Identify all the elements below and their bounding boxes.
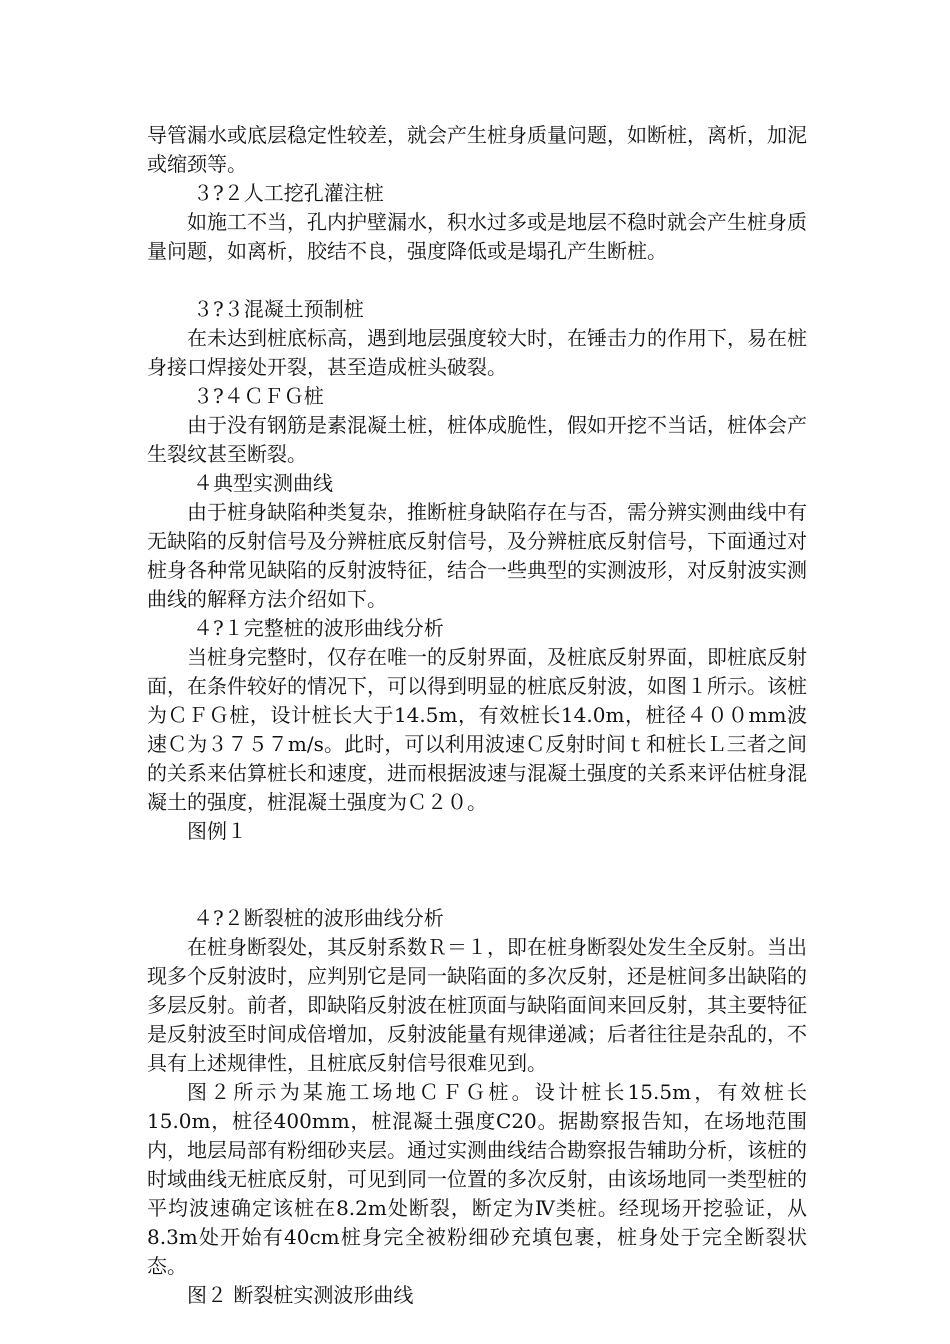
paragraph-broken-pile: 在桩身断裂处，其反射系数Ｒ＝１，即在桩身断裂处发生全反射。当出现多个反射波时，应判别它是同一缺陷面的多次反射，还是桩间多出缺陷的多层反射。前者，即缺陷反射波在桩顶面与缺陷面间来回反射，其主要特征是反射波至时间成倍增加，反射波能量有规律递减；后者往往是杂乱的，不具有上述规律性，且桩底反射信号很难见到。 [147, 935, 807, 1075]
figure-1-space [147, 846, 807, 904]
figure-1-caption: 图例１ [187, 819, 247, 843]
paragraph-intact-pile: 当桩身完整时，仅存在唯一的反射界面，及桩底反射界面，即桩底反射面，在条件较好的情况下，可以得到明显的桩底反射波，如图１所示。该桩为ＣＦＧ桩，设计桩长大于14.5m，有效桩长14.0m，桩径４００mm波速Ｃ为３７５７m/s。此时，可以利用波速Ｃ反射时间ｔ和桩长Ｌ三者之间的关系来估算桩长和速度，进而根据波速与混凝土强度的关系来评估桩身混凝土的强度，桩混凝土强度为Ｃ２０。 [147, 645, 807, 814]
paragraph-manual-bored-pile: 如施工不当，孔内护壁漏水，积水过多或是地层不稳时就会产生桩身质量问题，如离析，胶结不良，强度降低或是塌孔产生断桩。 [147, 210, 807, 263]
paragraph-typical-curves: 由于桩身缺陷种类复杂，推断桩身缺陷存在与否，需分辨实测曲线中有无缺陷的反射信号及分辨桩底反射信号，及分辨桩底反射信号，下面通过对桩身各种常见缺陷的反射波特征，结合一些典型的实测波形，对反射波实测曲线的解释方法介绍如下。 [147, 500, 807, 611]
paragraph-continuation: 导管漏水或底层稳定性较差，就会产生桩身质量问题，如断桩，离析，加泥或缩颈等。 [147, 123, 807, 176]
paragraph-cfg-pile: 由于没有钢筋是素混凝土桩，桩体成脆性，假如开挖不当话，桩体会产生裂纹甚至断裂。 [147, 413, 807, 466]
paragraph-figure-2-description: 图２所示为某施工场地ＣＦＧ桩。设计桩长15.5m，有效桩长15.0m，桩径400mm，桩混凝土强度C20。据勘察报告知，在场地范围内，地层局部有粉细砂夹层。通过实测曲线结合勘察报告辅助分析，该桩的时域曲线无桩底反射，可见到同一位置的多次反射，由该场地同一类型桩的平均波速确定该桩在8.2m处断裂，断定为Ⅳ类桩。经现场开挖验证，从8.3m处开始有40cm桩身完全被粉细砂充填包裹，桩身处于完全断裂状态。 [147, 1080, 807, 1278]
heading-4-2: ４?２断裂桩的波形曲线分析 [193, 906, 444, 930]
heading-3-4: ３?４ＣＦＧ桩 [193, 384, 324, 408]
heading-4-1: ４?１完整桩的波形曲线分析 [193, 616, 444, 640]
heading-3-3: ３?３混凝土预制桩 [193, 297, 364, 321]
document-page [147, 121, 807, 1310]
figure-2-caption: 图２ 断裂桩实测波形曲线 [187, 1283, 414, 1307]
spacer [147, 266, 807, 295]
heading-4: ４典型实测曲线 [193, 471, 333, 495]
paragraph-precast-pile: 在未达到桩底标高，遇到地层强度较大时，在锤击力的作用下，易在桩身接口焊接处开裂，甚至造成桩头破裂。 [147, 326, 807, 379]
heading-3-2: ３?２人工挖孔灌注桩 [193, 181, 384, 205]
